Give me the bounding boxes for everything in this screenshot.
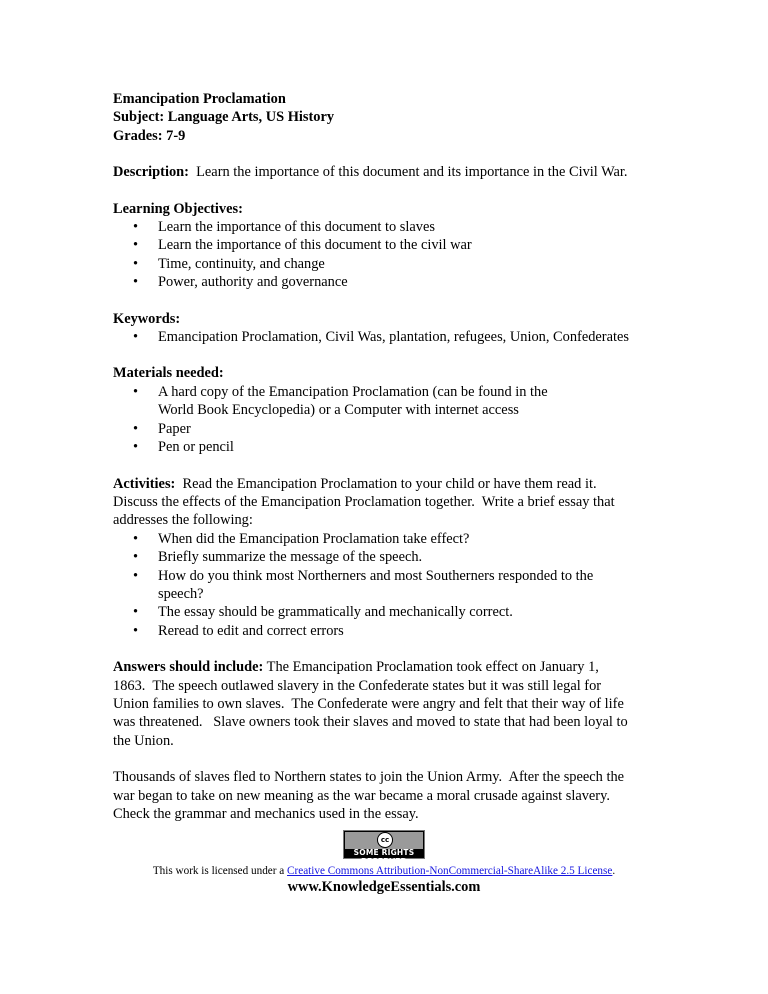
license-footer (0, 830, 768, 896)
description-paragraph (113, 163, 661, 181)
activities-label: Activities: (113, 475, 176, 492)
list-item-line: speech? (158, 585, 204, 602)
activities-text: Read the Emancipation Proclamation to your child or have them read it. (175, 475, 597, 492)
list-item: • When did the Emancipation Proclamation take effect? (113, 530, 661, 548)
list-item: • The essay should be grammatically and mechanically correct. (113, 603, 661, 621)
answers-text: The Emancipation Proclamation took effect on January 1, (263, 659, 599, 676)
list-item: • Pen or pencil (113, 438, 661, 456)
license-prefix: This work is licensed under a (152, 865, 288, 878)
some-rights-reserved-label: SOME RIGHTS RESERVED (353, 848, 415, 866)
subject-line: Subject: Language Arts, US History (113, 109, 335, 126)
activities-list (113, 530, 661, 640)
closing-line: Thousands of slaves fled to Northern states to join the Union Army. After the speech the (113, 769, 625, 786)
answers-line: 1863. The speech outlawed slavery in the Confederate states but it was still legal for (113, 677, 602, 694)
list-item: • Learn the importance of this document to slaves (113, 218, 661, 236)
keywords-heading: Keywords: (113, 310, 181, 327)
list-item: • Time, continuity, and change (113, 255, 661, 273)
closing-paragraph (113, 768, 661, 823)
keywords-list (113, 328, 661, 346)
answers-line: the Union. (113, 732, 174, 749)
closing-line: Check the grammar and mechanics used in the essay. (113, 806, 419, 822)
list-item-line: World Book Encyclopedia) or a Computer with internet access (158, 402, 519, 419)
list-item (113, 567, 661, 604)
objectives-list (113, 218, 661, 292)
description-text: Learn the importance of this document and its importance in the Civil War. (188, 164, 628, 181)
license-link[interactable]: Creative Commons Attribution-NonCommercial-ShareAlike 2.5 License (287, 865, 613, 878)
website-url: www.KnowledgeEssentials.com (287, 879, 481, 896)
answers-line: was threatened. Slave owners took their slaves and moved to state that had been loyal to (113, 714, 628, 731)
grades-line: Grades: 7-9 (113, 127, 186, 144)
activities-line: addresses the following: (113, 512, 253, 529)
list-item-line: • How do you think most Northerners and most Southerners responded to the (158, 567, 594, 584)
document-page (113, 90, 661, 823)
activities-paragraph (113, 475, 661, 530)
license-statement (0, 864, 768, 878)
document-title: Emancipation Proclamation (113, 91, 286, 107)
creative-commons-badge-icon[interactable] (343, 830, 425, 866)
list-item: • Reread to edit and correct errors (113, 622, 661, 640)
cc-logo-icon: cc (377, 832, 393, 848)
list-item: • Power, authority and governance (113, 273, 661, 291)
answers-line: Union families to own slaves. The Confederate were angry and felt that their way of life (113, 695, 624, 712)
list-item-line: • A hard copy of the Emancipation Proclamation (can be found in the (158, 383, 548, 400)
list-item: • Briefly summarize the message of the speech. (113, 548, 661, 566)
activities-line: Discuss the effects of the Emancipation Proclamation together. Write a brief essay that (113, 493, 615, 510)
list-item: • Learn the importance of this document to the civil war (113, 236, 661, 254)
license-suffix: . (612, 865, 616, 878)
list-item (113, 383, 661, 420)
objectives-heading: Learning Objectives: (113, 200, 243, 217)
list-item: • Emancipation Proclamation, Civil Was, plantation, refugees, Union, Confederates (113, 328, 661, 346)
materials-heading: Materials needed: (113, 365, 224, 382)
materials-list (113, 383, 661, 457)
answers-label: Answers should include: (113, 659, 264, 676)
description-label: Description: (113, 164, 189, 181)
answers-paragraph (113, 658, 661, 750)
closing-line: war began to take on new meaning as the war became a moral crusade against slavery. (113, 787, 610, 804)
list-item: • Paper (113, 420, 661, 438)
